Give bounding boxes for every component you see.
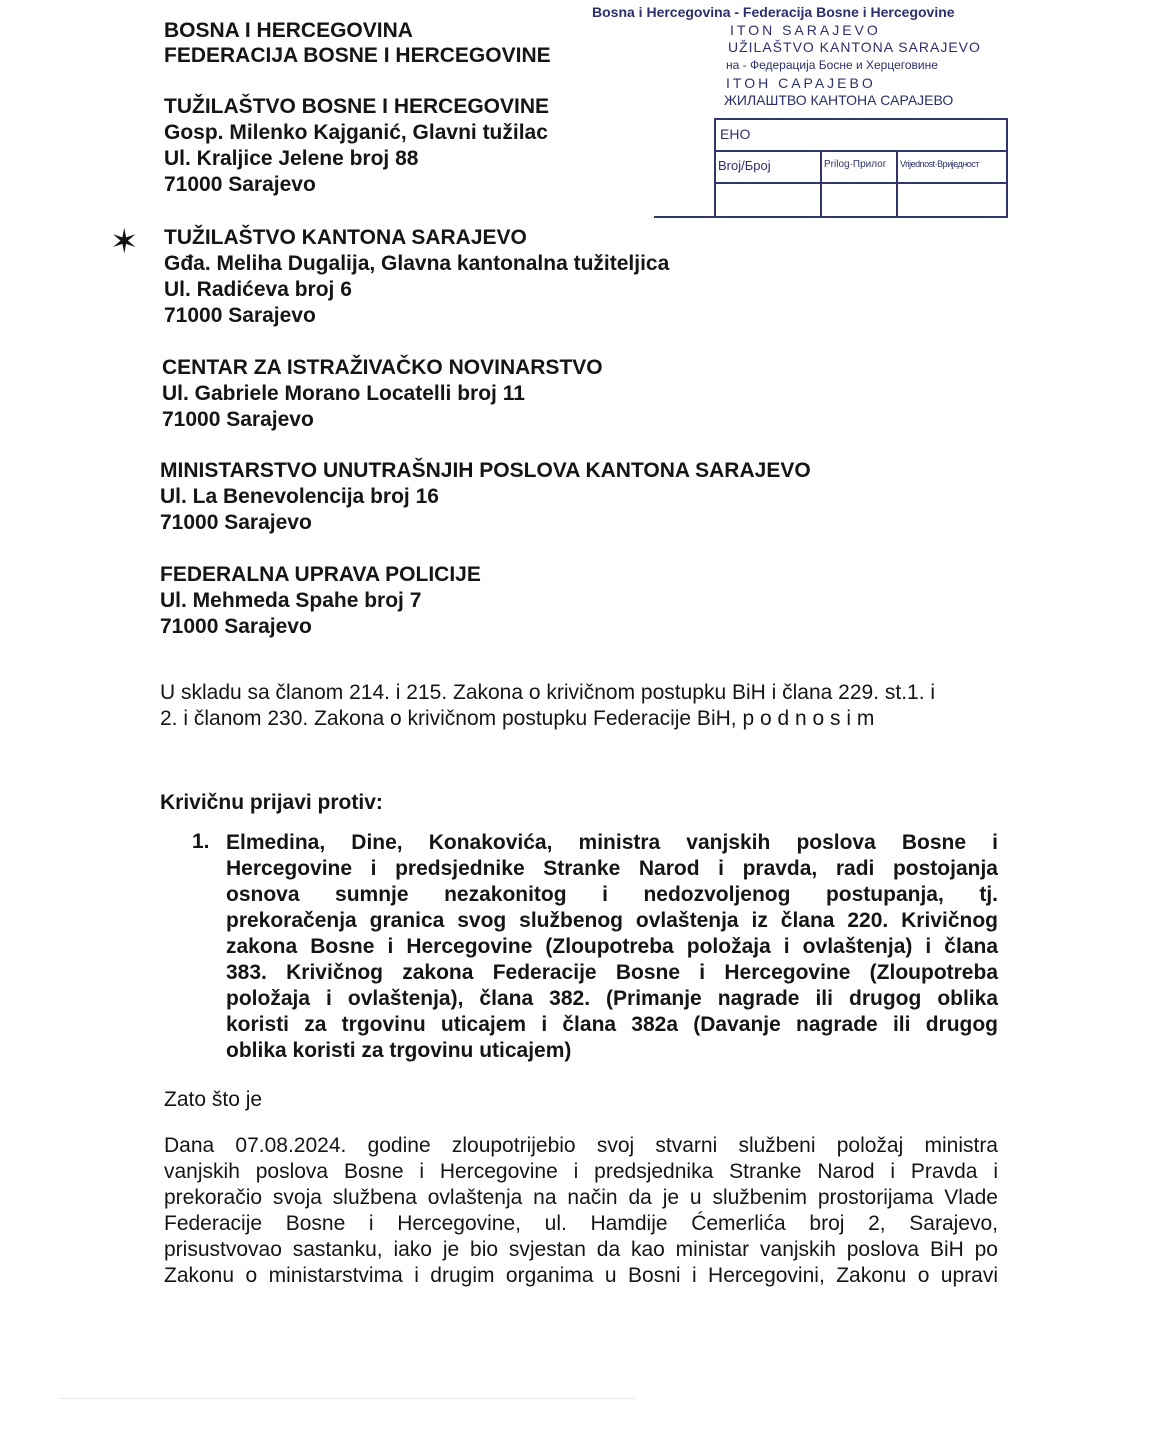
recipient-3-street: Ul. Gabriele Morano Locatelli broj 11: [162, 382, 525, 405]
recipient-4-city: 71000 Sarajevo: [160, 511, 312, 534]
item-line: Hercegovine i predsjednike Stranke Narod i pravda, radi postojanja: [226, 857, 998, 880]
recipient-2-city: 71000 Sarajevo: [164, 304, 316, 327]
stamp-line-3: UŽILAŠTVO KANTONA SARAJEVO: [728, 39, 981, 55]
stamp-received: ЕНО: [720, 126, 751, 142]
asterisk-mark-icon: ✶: [110, 223, 139, 261]
stamp-col-attachment: Prilog·Прилог: [824, 159, 887, 170]
recipient-1-street: Ul. Kraljice Jelene broj 88: [164, 147, 419, 170]
stamp-line-2: ITON SARAJEVO: [730, 22, 881, 38]
recipient-5-city: 71000 Sarajevo: [160, 615, 312, 638]
recipient-1-city: 71000 Sarajevo: [164, 173, 316, 196]
recipient-1-name: TUŽILAŠTVO BOSNE I HERCEGOVINE: [164, 95, 550, 118]
recipient-3-name: CENTAR ZA ISTRAŽIVAČKO NOVINARSTVO: [162, 356, 603, 379]
item-line: oblika koristi za trgovinu uticajem): [226, 1039, 572, 1062]
body-line: Dana 07.08.2024. godine zloupotrijebio svoj stvarni službeni položaj ministra: [164, 1134, 998, 1157]
stamp-col-value: Vrijednost·Вриједност: [900, 159, 979, 169]
stamp-line-5: ITOH CAPAJEBO: [726, 75, 876, 91]
item-line: prekoračenja granica svog službenog ovlaštenja iz člana 220. Krivičnog: [226, 909, 998, 932]
item-line: položaja i ovlaštenja), člana 382. (Primanje nagrade ili drugog oblika: [226, 987, 998, 1010]
header-country: BOSNA I HERCEGOVINA: [164, 19, 413, 42]
recipient-2-street: Ul. Radićeva broj 6: [164, 278, 352, 301]
header-entity: FEDERACIJA BOSNE I HERCEGOVINE: [164, 44, 551, 67]
scan-artifact-line: [60, 1398, 635, 1399]
item-text: [226, 830, 998, 1064]
stamp-col-number: Broj/Број: [718, 158, 771, 173]
body-line: prisustvovao sastanku, iako je bio svjestan da kao ministar vanjskih poslova BiH po: [164, 1238, 998, 1261]
body-line: Federacije Bosne i Hercegovine, ul. Hamdije Ćemerlića broj 2, Sarajevo,: [164, 1212, 998, 1235]
recipient-4-street: Ul. La Benevolencija broj 16: [160, 485, 439, 508]
recipient-2-person: Gđa. Meliha Dugalija, Glavna kantonalna tužiteljica: [164, 252, 670, 275]
recipient-5-street: Ul. Mehmeda Spahe broj 7: [160, 589, 422, 612]
recipient-3-city: 71000 Sarajevo: [162, 408, 314, 431]
intro-line-2: 2. i članom 230. Zakona o krivičnom postupku Federacije BiH, p o d n o s i m: [160, 707, 875, 730]
body-paragraph: [164, 1133, 998, 1289]
registry-stamp: [590, 0, 1020, 225]
subject-heading: Krivičnu prijavi protiv:: [160, 791, 383, 814]
stamp-line-6: ЖИЛАШТВО КАНТОНА САРАЈЕВО: [724, 92, 954, 108]
item-line: 383. Krivičnog zakona Federacije Bosne i Hercegovine (Zloupotreba: [226, 961, 998, 984]
item-line: osnova sumnje nezakonitog i nedozvoljenog postupanja, tj.: [226, 883, 998, 906]
item-number: 1.: [192, 830, 210, 853]
body-line: vanjskih poslova Bosne i Hercegovine i predsjednika Stranke Narod i Pravda i: [164, 1160, 998, 1183]
recipient-2-name: TUŽILAŠTVO KANTONA SARAJEVO: [164, 226, 527, 249]
reason-heading: Zato što je: [164, 1088, 263, 1111]
item-line: koristi za trgovinu uticajem i člana 382a (Davanje nagrade ili drugog: [226, 1013, 998, 1036]
intro-line-1: U skladu sa članom 214. i 215. Zakona o krivičnom postupku BiH i člana 229. st.1. i: [160, 681, 936, 704]
stamp-line-4: на - Федерација Босне и Херцеговине: [726, 58, 938, 72]
body-line: Zakonu o ministarstvima i drugim organima u Bosni i Hercegovini, Zakonu o upravi: [164, 1264, 998, 1287]
item-line: Elmedina, Dine, Konakovića, ministra vanjskih poslova Bosne i: [226, 831, 998, 854]
body-line: prekoračio svoja službena ovlaštenja na način da je u službenim prostorijama Vlade: [164, 1186, 998, 1209]
item-line: zakona Bosne i Hercegovine (Zloupotreba položaja i ovlaštenja) i člana: [226, 935, 998, 958]
stamp-line-1: Bosna i Hercegovina - Federacija Bosne i Hercegovine: [592, 4, 955, 20]
recipient-5-name: FEDERALNA UPRAVA POLICIJE: [160, 563, 481, 586]
recipient-4-name: MINISTARSTVO UNUTRAŠNJIH POSLOVA KANTONA SARAJEVO: [160, 459, 811, 482]
stamp-grid: [714, 118, 1008, 218]
recipient-1-person: Gosp. Milenko Kajganić, Glavni tužilac: [164, 121, 548, 144]
